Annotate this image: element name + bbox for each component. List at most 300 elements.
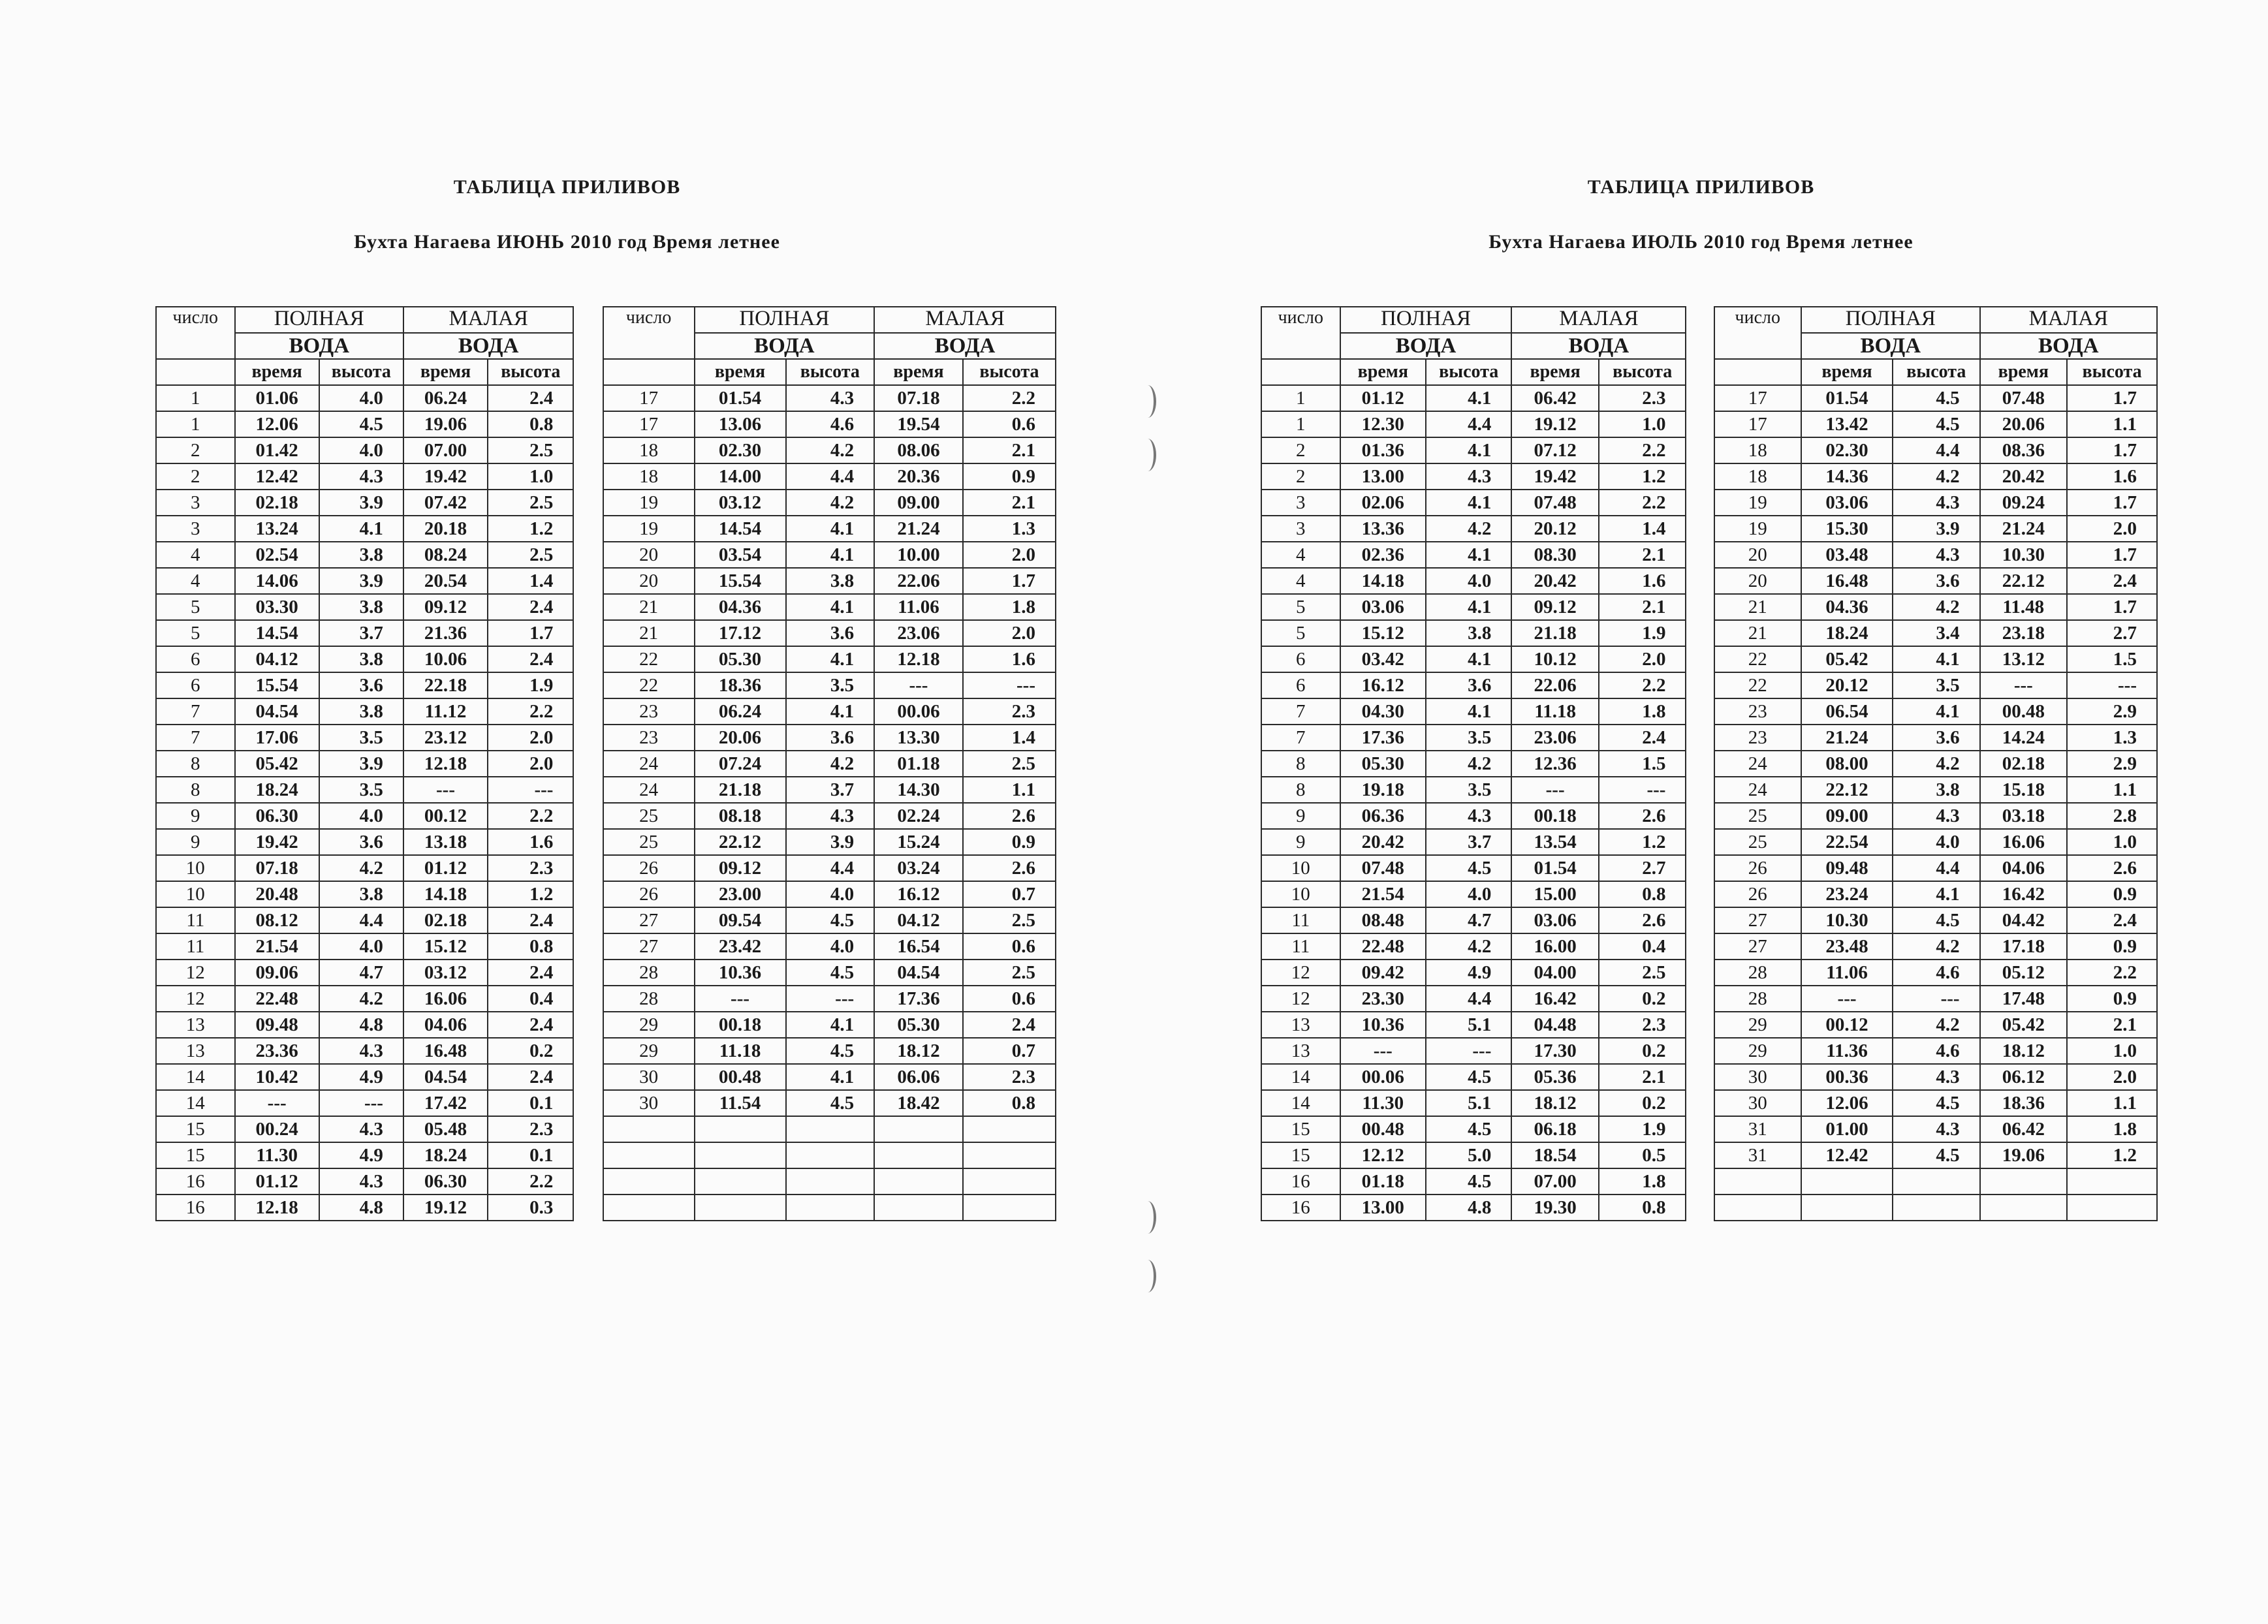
table-row [156,568,1056,594]
table-row [1261,777,2157,803]
low-height-cell: 1.5 [2067,646,2157,672]
day-cell: 8 [1261,777,1340,803]
high-time-cell: 03.06 [1340,594,1426,620]
high-height-cell: 3.5 [1426,777,1511,803]
day-cell: 9 [1261,803,1340,829]
low-height-cell: 1.8 [2067,1116,2157,1142]
day-cell: 28 [603,960,695,986]
day-cell: 21 [1714,594,1802,620]
page-title: ТАБЛИЦА ПРИЛИВОВ [1587,176,1815,198]
header-day: число [1261,307,1340,359]
low-height-cell: 2.4 [488,1064,573,1090]
low-time-cell: 06.42 [1980,1116,2068,1142]
day-cell: 14 [1261,1064,1340,1090]
high-height-cell: 3.5 [1893,672,1980,698]
high-height-cell: 3.6 [1893,568,1980,594]
july-table-body [1261,307,2157,1221]
high-time-cell: --- [695,986,786,1012]
header-time: время [1340,359,1426,385]
low-height-cell: 1.2 [488,881,573,907]
high-time-cell: 00.48 [695,1064,786,1090]
low-time-cell: 04.06 [1980,855,2068,881]
low-height-cell: 2.4 [1599,725,1686,751]
header-high-water-line2-2: ВОДА [695,333,875,359]
high-time-cell: 01.12 [1340,385,1426,411]
low-time-cell: 21.36 [403,620,488,646]
low-time-cell: 14.18 [403,881,488,907]
high-height-cell: 5.0 [1426,1142,1511,1168]
header-low-water-line2-2: ВОДА [874,333,1056,359]
high-time-cell: 11.30 [235,1142,319,1168]
table-row [156,437,1056,463]
high-time-cell: 01.54 [1801,385,1893,411]
high-height-cell: 4.8 [1426,1195,1511,1221]
high-time-cell: 21.54 [1340,881,1426,907]
table-row [1261,490,2157,516]
day-cell: 25 [603,829,695,855]
high-time-cell: 04.54 [235,698,319,725]
high-height-cell: 4.5 [786,960,875,986]
high-height-cell: 4.2 [786,751,875,777]
low-height-cell: 0.9 [2067,933,2157,960]
low-height-cell: 1.2 [1599,829,1686,855]
low-time-cell: 02.18 [403,907,488,933]
low-time-cell: 01.18 [874,751,963,777]
high-height-cell: 4.5 [1893,385,1980,411]
low-height-cell: 1.1 [2067,411,2157,437]
high-height-cell: 3.4 [1893,620,1980,646]
table-row [1261,463,2157,490]
low-time-cell: 03.12 [403,960,488,986]
low-height-cell: 2.2 [488,698,573,725]
day-cell: 11 [156,907,235,933]
low-time-cell: 05.30 [874,1012,963,1038]
day-cell: 9 [156,829,235,855]
day-cell: 4 [1261,568,1340,594]
table-row [1261,1090,2157,1116]
high-height-cell: 4.3 [319,1038,403,1064]
high-height-cell: 4.1 [1426,385,1511,411]
low-time-cell: 09.12 [403,594,488,620]
high-height-cell: 4.6 [1893,1038,1980,1064]
header-high-water-line2-2: ВОДА [1801,333,1980,359]
low-height-cell: 2.7 [2067,620,2157,646]
high-height-cell: 4.3 [786,385,875,411]
high-height-cell: 4.1 [786,698,875,725]
low-time-cell [874,1168,963,1195]
high-height-cell: 3.8 [1426,620,1511,646]
table-row [1261,1064,2157,1090]
high-time-cell: 22.12 [695,829,786,855]
day-cell: 27 [603,933,695,960]
high-height-cell: 4.2 [1893,594,1980,620]
low-height-cell: 2.4 [488,385,573,411]
low-height-cell: 1.7 [2067,385,2157,411]
low-time-cell: 03.18 [1980,803,2068,829]
high-height-cell: 3.6 [1893,725,1980,751]
high-height-cell: 4.3 [319,1116,403,1142]
day-cell: 7 [156,725,235,751]
header-time: время [1511,359,1599,385]
low-height-cell: 2.4 [488,907,573,933]
low-height-cell: 2.0 [2067,516,2157,542]
high-time-cell: 14.06 [235,568,319,594]
low-height-cell: 2.3 [963,1064,1056,1090]
low-height-cell: --- [488,777,573,803]
day-cell: 12 [1261,960,1340,986]
low-height-cell: 2.3 [1599,1012,1686,1038]
low-height-cell: 2.6 [963,803,1056,829]
low-height-cell: 1.2 [1599,463,1686,490]
day-cell: 17 [603,411,695,437]
day-cell: 8 [1261,751,1340,777]
high-time-cell: 17.06 [235,725,319,751]
high-height-cell: 4.1 [1426,594,1511,620]
low-time-cell: 19.54 [874,411,963,437]
day-cell: 23 [603,698,695,725]
low-time-cell: 08.30 [1511,542,1599,568]
header-day-2: число [603,307,695,359]
low-time-cell: 07.48 [1980,385,2068,411]
high-time-cell: 22.48 [1340,933,1426,960]
table-row [156,986,1056,1012]
table-row [1261,411,2157,437]
high-time-cell: 03.42 [1340,646,1426,672]
high-height-cell: 3.8 [786,568,875,594]
low-height-cell: 1.9 [488,672,573,698]
day-cell: 5 [1261,620,1340,646]
day-cell: 15 [156,1142,235,1168]
low-height-cell: 2.0 [963,620,1056,646]
header-time: время [874,359,963,385]
high-time-cell: 09.48 [1801,855,1893,881]
day-cell: 20 [603,568,695,594]
low-time-cell: 19.42 [403,463,488,490]
low-time-cell: 23.12 [403,725,488,751]
high-height-cell: 4.8 [319,1195,403,1221]
high-height-cell [1893,1168,1980,1195]
table-row [1261,1116,2157,1142]
day-cell: 3 [156,490,235,516]
high-time-cell: 06.36 [1340,803,1426,829]
low-time-cell: 22.06 [1511,672,1599,698]
day-cell: 8 [156,777,235,803]
low-height-cell: 1.5 [1599,751,1686,777]
header-time: время [403,359,488,385]
header-height: высота [963,359,1056,385]
high-height-cell: 4.0 [1893,829,1980,855]
day-cell: 17 [603,385,695,411]
day-cell: 5 [1261,594,1340,620]
high-height-cell: 4.5 [1426,855,1511,881]
high-time-cell: 01.00 [1801,1116,1893,1142]
low-time-cell: 20.36 [874,463,963,490]
table-row [156,698,1056,725]
low-height-cell: 0.7 [963,881,1056,907]
day-cell: 7 [1261,698,1340,725]
low-time-cell: 17.42 [403,1090,488,1116]
low-time-cell: 16.42 [1980,881,2068,907]
high-height-cell: 4.5 [1426,1064,1511,1090]
day-cell: 20 [1714,568,1802,594]
high-height-cell: 4.3 [1893,542,1980,568]
low-time-cell [874,1142,963,1168]
high-time-cell: 23.00 [695,881,786,907]
binder-mark [1139,385,1156,418]
low-time-cell: 18.12 [874,1038,963,1064]
high-time-cell: 01.42 [235,437,319,463]
low-time-cell: 04.48 [1511,1012,1599,1038]
day-cell: 17 [1714,385,1802,411]
day-cell: 16 [1261,1168,1340,1195]
table-row [1261,1195,2157,1221]
high-height-cell: 3.7 [319,620,403,646]
day-cell [603,1116,695,1142]
high-time-cell: 12.06 [1801,1090,1893,1116]
low-height-cell: 2.0 [1599,646,1686,672]
low-time-cell: 15.24 [874,829,963,855]
day-cell: 24 [603,751,695,777]
header-high-water-line2: ВОДА [1340,333,1512,359]
table-row [1261,1012,2157,1038]
high-height-cell [1893,1195,1980,1221]
high-height-cell: 3.6 [319,829,403,855]
high-height-cell [786,1168,875,1195]
low-height-cell: 1.1 [2067,777,2157,803]
low-time-cell: 19.06 [403,411,488,437]
high-time-cell: 12.12 [1340,1142,1426,1168]
low-time-cell: 11.18 [1511,698,1599,725]
high-height-cell: 4.2 [319,986,403,1012]
binder-mark [1139,1201,1156,1234]
high-time-cell: 04.36 [695,594,786,620]
high-time-cell: 08.48 [1340,907,1426,933]
high-time-cell: 01.12 [235,1168,319,1195]
day-cell: 13 [156,1038,235,1064]
day-cell: 4 [156,542,235,568]
high-time-cell: 08.18 [695,803,786,829]
low-height-cell: 0.6 [963,986,1056,1012]
high-height-cell: 3.5 [786,672,875,698]
low-time-cell: 18.54 [1511,1142,1599,1168]
day-cell: 6 [1261,646,1340,672]
low-time-cell: 00.18 [1511,803,1599,829]
high-time-cell: --- [1340,1038,1426,1064]
day-cell: 15 [156,1116,235,1142]
table-row [1261,620,2157,646]
low-height-cell: 2.1 [1599,1064,1686,1090]
low-height-cell: 0.7 [963,1038,1056,1064]
high-height-cell: 4.5 [786,907,875,933]
high-time-cell: 12.42 [1801,1142,1893,1168]
day-cell: 16 [156,1195,235,1221]
low-time-cell: 17.36 [874,986,963,1012]
day-cell: 17 [1714,411,1802,437]
table-row [1261,855,2157,881]
low-time-cell: 18.12 [1511,1090,1599,1116]
day-cell: 9 [156,803,235,829]
high-time-cell: 09.12 [695,855,786,881]
low-time-cell: 19.12 [1511,411,1599,437]
header-low-water-2: МАЛАЯ [874,307,1056,333]
low-time-cell: 01.12 [403,855,488,881]
low-height-cell: 1.7 [488,620,573,646]
high-time-cell: 19.18 [1340,777,1426,803]
day-cell: 13 [1261,1038,1340,1064]
header-time: время [695,359,786,385]
high-time-cell: 03.48 [1801,542,1893,568]
low-height-cell: --- [1599,777,1686,803]
day-cell: 12 [156,960,235,986]
table-row [1261,542,2157,568]
page-title: ТАБЛИЦА ПРИЛИВОВ [453,176,681,198]
high-height-cell: 4.1 [786,1012,875,1038]
table-row [1261,698,2157,725]
low-height-cell: 0.8 [963,1090,1056,1116]
high-height-cell: 4.0 [1426,568,1511,594]
low-height-cell: 2.5 [963,907,1056,933]
low-time-cell: 20.12 [1511,516,1599,542]
high-height-cell: 3.9 [786,829,875,855]
low-height-cell: 0.8 [1599,1195,1686,1221]
low-height-cell: 1.9 [1599,1116,1686,1142]
high-time-cell: 13.36 [1340,516,1426,542]
day-cell: 28 [1714,986,1802,1012]
day-cell: 1 [1261,385,1340,411]
low-height-cell: 2.4 [2067,568,2157,594]
header-height: высота [2067,359,2157,385]
table-row [156,672,1056,698]
low-time-cell [1980,1195,2068,1221]
high-height-cell: 4.4 [786,463,875,490]
high-height-cell: 3.7 [1426,829,1511,855]
day-cell: 28 [603,986,695,1012]
day-cell: 1 [156,385,235,411]
table-row [1261,725,2157,751]
low-height-cell: 2.4 [488,594,573,620]
low-time-cell: 23.06 [1511,725,1599,751]
day-cell: 10 [1261,855,1340,881]
high-height-cell [786,1116,875,1142]
table-row [1261,881,2157,907]
high-height-cell: 4.2 [1893,933,1980,960]
low-time-cell: 21.18 [1511,620,1599,646]
table-row [156,777,1056,803]
day-cell: 18 [1714,437,1802,463]
high-height-cell: 3.5 [1426,725,1511,751]
low-height-cell: 2.0 [2067,1064,2157,1090]
high-time-cell: 09.06 [235,960,319,986]
day-cell: 22 [1714,646,1802,672]
table-row [1261,1168,2157,1195]
high-height-cell: 3.9 [1893,516,1980,542]
table-row [1261,594,2157,620]
low-time-cell: 05.36 [1511,1064,1599,1090]
table-row [156,751,1056,777]
high-time-cell: 15.54 [235,672,319,698]
high-time-cell: 13.24 [235,516,319,542]
high-time-cell: 07.48 [1340,855,1426,881]
high-time-cell [1801,1195,1893,1221]
day-cell: 15 [1261,1142,1340,1168]
low-height-cell: 1.8 [963,594,1056,620]
day-cell: 1 [156,411,235,437]
high-time-cell: 20.12 [1801,672,1893,698]
low-time-cell: 15.00 [1511,881,1599,907]
high-time-cell: 17.12 [695,620,786,646]
low-time-cell: 06.12 [1980,1064,2068,1090]
high-height-cell: 4.5 [786,1038,875,1064]
low-height-cell: 2.1 [1599,542,1686,568]
day-cell: 27 [1714,907,1802,933]
table-row [156,1090,1056,1116]
table-row [156,385,1056,411]
table-row [156,933,1056,960]
table-row [156,881,1056,907]
high-time-cell: 08.12 [235,907,319,933]
table-row [1261,1142,2157,1168]
high-time-cell: 20.42 [1340,829,1426,855]
low-time-cell: 12.18 [874,646,963,672]
high-time-cell: 17.36 [1340,725,1426,751]
day-cell: 3 [1261,490,1340,516]
high-time-cell: 08.00 [1801,751,1893,777]
low-height-cell: 2.2 [2067,960,2157,986]
day-cell: 29 [1714,1012,1802,1038]
day-cell [1714,1168,1802,1195]
low-time-cell: 04.54 [874,960,963,986]
high-time-cell: 11.06 [1801,960,1893,986]
high-height-cell: 4.4 [1893,437,1980,463]
low-time-cell: 06.18 [1511,1116,1599,1142]
day-cell: 4 [1261,542,1340,568]
low-time-cell: 13.12 [1980,646,2068,672]
day-cell: 25 [1714,803,1802,829]
high-time-cell: 18.24 [235,777,319,803]
low-height-cell: 2.4 [488,646,573,672]
high-height-cell: 4.5 [319,411,403,437]
low-height-cell: 0.8 [488,933,573,960]
low-time-cell: 10.06 [403,646,488,672]
low-height-cell: 2.2 [963,385,1056,411]
low-time-cell: 16.54 [874,933,963,960]
table-row [1261,960,2157,986]
page-subtitle: Бухта Нагаева ИЮЛЬ 2010 год Время летнее [1488,231,1914,253]
low-height-cell: 2.4 [963,1012,1056,1038]
header-time: время [1980,359,2068,385]
header-high-water-2: ПОЛНАЯ [1801,307,1980,333]
low-height-cell: 2.3 [488,1116,573,1142]
high-height-cell: 4.2 [786,490,875,516]
day-cell: 26 [1714,855,1802,881]
high-time-cell: 19.42 [235,829,319,855]
high-time-cell: 11.54 [695,1090,786,1116]
day-cell: 19 [1714,490,1802,516]
header-high-water: ПОЛНАЯ [235,307,403,333]
day-cell: 2 [1261,463,1340,490]
day-cell: 18 [603,437,695,463]
low-height-cell: 2.3 [488,855,573,881]
low-height-cell: 1.0 [2067,1038,2157,1064]
day-cell [603,1195,695,1221]
low-time-cell: 04.12 [874,907,963,933]
header-high-water: ПОЛНАЯ [1340,307,1512,333]
high-time-cell: 01.54 [695,385,786,411]
day-cell: 6 [156,646,235,672]
low-height-cell: 1.0 [488,463,573,490]
low-height-cell: 1.4 [488,568,573,594]
high-time-cell: 09.48 [235,1012,319,1038]
